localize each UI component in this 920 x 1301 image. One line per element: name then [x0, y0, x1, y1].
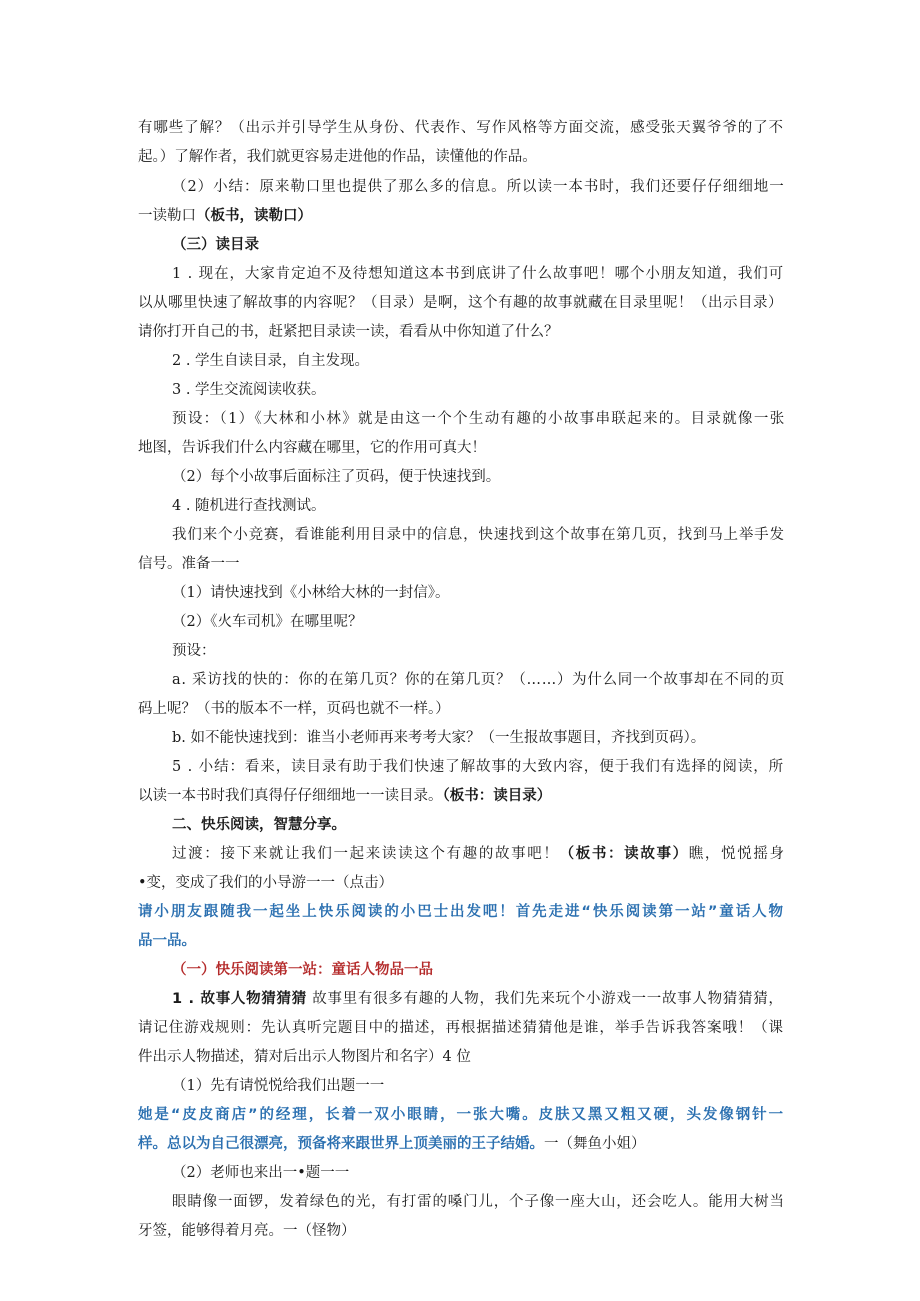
- text-segment: （板书，读勒口）: [196, 208, 312, 224]
- text-segment: （板书：读目录）: [442, 788, 552, 804]
- text-segment: 我们来个小竞赛，看谁能利用目录中的信息，快速找到这个故事在第几页，找到马上举手发: [172, 527, 785, 543]
- text-line: [138, 554, 240, 574]
- text-line: [172, 264, 784, 284]
- text-segment: 预设：: [172, 643, 216, 659]
- text-segment: 码上呢？（书的版本不一样，页码也就不一样。）: [138, 701, 450, 717]
- text-line: [172, 1076, 384, 1096]
- text-segment: a. 采访找的快的：你的在第几页？你的在第几页？（……）为什么同一个故事却在不同的页: [172, 672, 786, 688]
- text-segment: 品一品。: [138, 933, 196, 949]
- text-segment: 眼睛像一面锣，发着绿色的光，有打雷的嗓门儿，个子像一座大山，还会吃人。能用大树当: [172, 1194, 785, 1210]
- text-line: [172, 670, 785, 690]
- text-segment: 过渡：接下来就让我们一起来读读这个有趣的故事吧！: [172, 846, 560, 862]
- text-line: [138, 786, 551, 806]
- text-segment: （1）请快速找到《小林给大林的一封信》。: [172, 585, 450, 601]
- text-line: [138, 147, 537, 167]
- text-segment: 4 . 随机进行查找测试。: [172, 498, 326, 514]
- text-segment: 有哪些了解？（出示并引导学生从身份、代表作、写作风格等方面交流，感受张天翼爷爷的了不: [138, 120, 784, 136]
- text-segment: 二、快乐阅读，智慧分享。: [172, 817, 346, 833]
- text-line: [172, 641, 216, 661]
- text-line: [138, 1221, 356, 1241]
- text-line: [138, 1134, 646, 1154]
- text-line: [172, 815, 346, 835]
- text-line: [172, 1163, 349, 1183]
- text-line: [138, 902, 785, 922]
- text-segment: （2）《火车司机》在哪里呢？: [172, 614, 363, 630]
- text-segment: （2）每个小故事后面标注了页码，便于快速找到。: [172, 469, 501, 485]
- text-segment: （三）读目录: [172, 237, 259, 253]
- text-segment: 故事里有很多有趣的人物，我们先来玩个小游戏一一故事人物猜猜猜，: [306, 991, 784, 1007]
- text-line: [138, 293, 783, 313]
- text-line: [172, 467, 500, 487]
- text-line: [138, 118, 784, 138]
- text-segment: •变，变成了我们的小导游一一（点击）: [138, 875, 394, 891]
- text-line: [172, 583, 449, 603]
- text-segment: 一读勒口: [138, 208, 196, 224]
- text-line: [138, 438, 486, 458]
- text-segment: 样。总以为自己很漂亮，预备将来跟世界上顶美丽的王子结婚。: [138, 1136, 544, 1152]
- text-line: [172, 960, 433, 980]
- text-line: [138, 873, 393, 893]
- text-line: [138, 1047, 471, 1067]
- text-segment: （一）快乐阅读第一站：童话人物品一品: [172, 962, 433, 978]
- text-segment: 请小朋友跟随我一起坐上快乐阅读的小巴士出发吧！首先走进“快乐阅读第一站”童话人物: [138, 904, 785, 920]
- text-line: [138, 1105, 785, 1125]
- text-segment: 一（舞鱼小姐）: [544, 1136, 646, 1152]
- text-line: [172, 844, 786, 864]
- text-segment: 信号。准备一一: [138, 556, 240, 572]
- text-segment: b. 如不能快速找到：谁当小老师再来考考大家？（一生报故事题目，齐找到页码）。: [172, 730, 706, 746]
- text-line: [138, 1018, 784, 1038]
- text-segment: 以从哪里快速了解故事的内容呢？（目录）是啊，这个有趣的故事就藏在目录里呢！（出示目录）: [138, 295, 783, 311]
- text-segment: 请记住游戏规则：先认真听完题目中的描述，再根据描述猜猜他是谁，举手告诉我答案哦！（课: [138, 1020, 784, 1036]
- text-segment: 1 . 现在，大家肯定迫不及待想知道这本书到底讲了什么故事吧！哪个小朋友知道，我们可: [172, 266, 785, 282]
- text-line: [172, 380, 326, 400]
- text-segment: 以读一本书时我们真得仔仔细细地一一读目录。: [138, 788, 443, 804]
- text-line: [172, 1192, 785, 1212]
- text-segment: 3 . 学生交流阅读收获。: [172, 382, 326, 398]
- text-line: [172, 757, 784, 777]
- text-line: [138, 322, 559, 342]
- text-segment: （1）先有请悦悦给我们出题一一: [172, 1078, 385, 1094]
- text-segment: 牙签，能够得着月亮。一（怪物）: [138, 1223, 356, 1239]
- text-line: [172, 989, 784, 1009]
- text-segment: 预设：（1）《大林和小林》就是由这一个个生动有趣的小故事串联起来的。目录就像一张: [172, 411, 786, 427]
- text-line: [172, 496, 326, 516]
- text-line: [172, 612, 362, 632]
- text-line: [172, 728, 705, 748]
- text-segment: 件出示人物描述，猜对后出示人物图片和名字）4 位: [138, 1049, 471, 1065]
- text-line: [172, 235, 259, 255]
- text-segment: 地图，告诉我们什么内容藏在哪里，它的作用可真大！: [138, 440, 486, 456]
- text-segment: 5 . 小结：看来，读目录有助于我们快速了解故事的大致内容，便于我们有选择的阅读，所: [172, 759, 785, 775]
- text-line: [172, 409, 786, 429]
- text-segment: （板书：读故事）: [559, 846, 689, 862]
- text-segment: （2）小结：原来勒口里也提供了那么多的信息。所以读一本书时，我们还要仔仔细细地一: [172, 179, 785, 195]
- text-segment: 请你打开自己的书，赶紧把目录读一读，看看从中你知道了什么？: [138, 324, 559, 340]
- text-segment: 起。）了解作者，我们就更容易走进他的作品，读懂他的作品。: [138, 149, 537, 165]
- text-line: [138, 931, 196, 951]
- text-line: [138, 699, 450, 719]
- text-line: [172, 351, 369, 371]
- text-segment: 2 . 学生自读目录，自主发现。: [172, 353, 370, 369]
- text-segment: 1 . 故事人物猜猜猜: [172, 991, 307, 1007]
- text-line: [138, 206, 312, 226]
- text-line: [172, 525, 785, 545]
- text-segment: （2）老师也来出一•题一一: [172, 1165, 350, 1181]
- text-segment: 瞧，悦悦摇身: [688, 846, 786, 862]
- text-segment: 她是“皮皮商店”的经理，长着一双小眼睛，一张大嘴。皮肤又黑又粗又硬，头发像钢针一: [138, 1107, 785, 1123]
- text-line: [172, 177, 785, 197]
